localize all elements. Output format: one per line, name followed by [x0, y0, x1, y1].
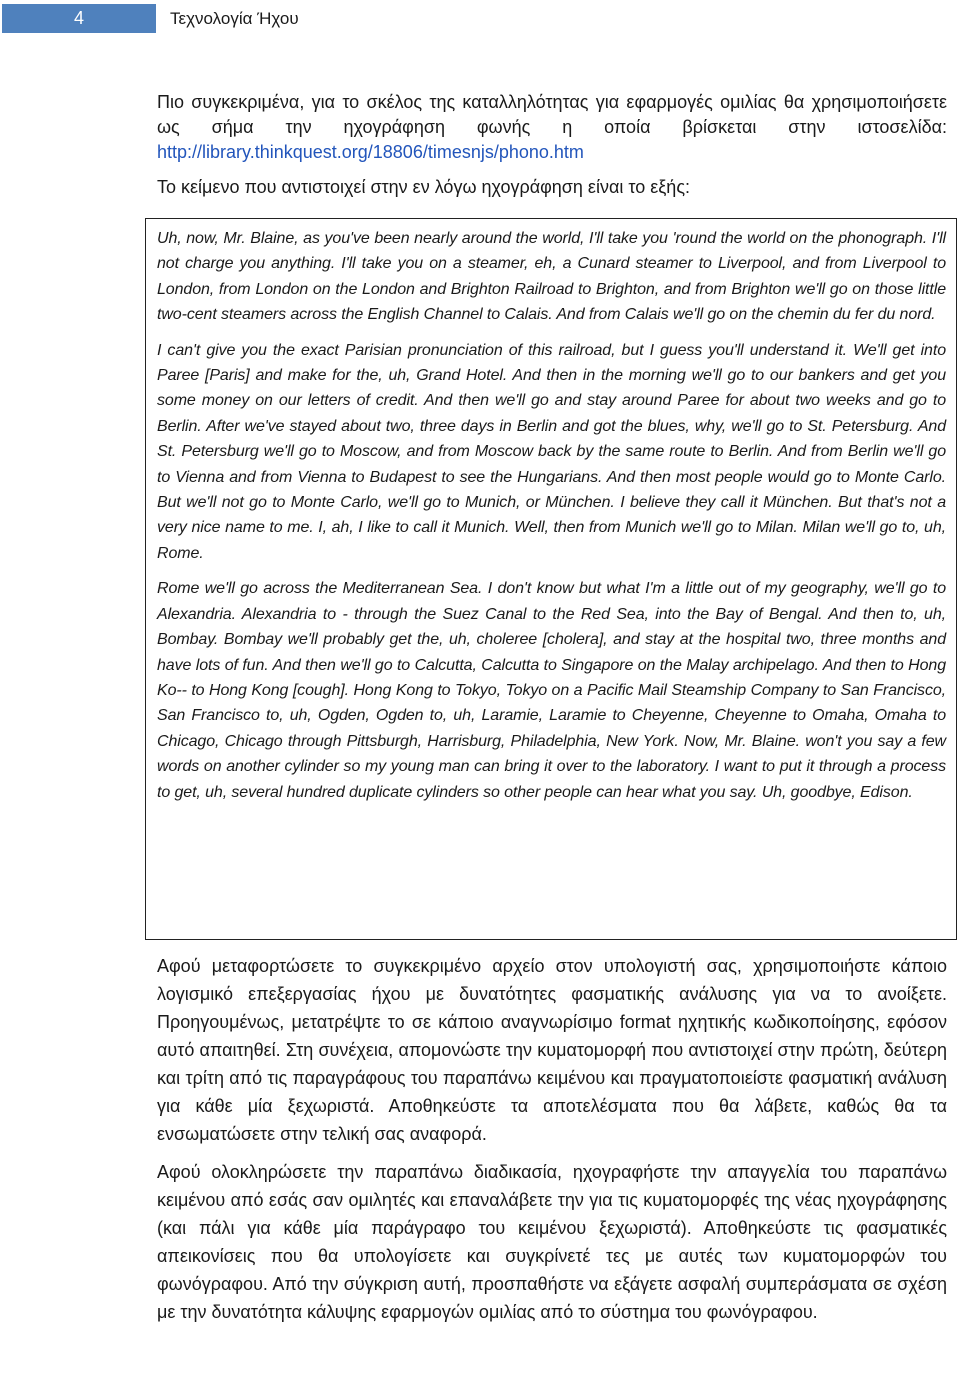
- transcript-paragraph-1: Uh, now, Mr. Blaine, as you've been nearly around the world, I'll take you 'round the world on the phonograph. I'll not charge you anything. I'll take you on a steamer, eh, a Cunard steamer to Liverpool, and from Liverpool to London, from London on the London and Brighton Railroad to Brighton, and from Brighton we'll go on those little two-cent steamers across the English Channel to Calais. And from Calais we'll go on the chemin du fer du nord.: [157, 230, 946, 324]
- transcript-box: [145, 218, 957, 940]
- phonograph-recording-link[interactable]: http://library.thinkquest.org/18806/timesnjs/phono.htm: [157, 142, 584, 162]
- document-title: Τεχνολογία Ήχου: [170, 9, 299, 28]
- page-number: 4: [2, 4, 156, 33]
- intro-section: [157, 90, 947, 210]
- page-header: [0, 0, 960, 40]
- instructions-paragraph-1: Αφού μεταφορτώσετε το συγκεκριμένο αρχείο στον υπολογιστή σας, χρησιμοποιήστε κάποιο λογισμικό επεξεργασίας ήχου με δυνατότητες φασματικής ανάλυσης για να το ανοίξετε. Προηγουμένως, μετατρέψτε το σε κάποιο αναγνωρίσιμο format ηχητικής κωδικοποίησης, εφόσον αυτό απαιτηθεί. Στη συνέχεια, απομονώστε την κυματομορφή που αντιστοιχεί στην πρώτη, δεύτερη και τρίτη από τις παραγράφους του παραπάνω κειμένου και πραγματοποιείστε φασματική ανάλυση για κάθε μία ξεχωριστά. Αποθηκεύστε τα αποτελέσματα που θα λάβετε, καθώς θα τα ενσωματώσετε στην τελική σας αναφορά.: [157, 956, 947, 1144]
- transcript-paragraph-2: I can't give you the exact Parisian pronunciation of this railroad, but I guess you'll understand it. We'll get into Paree [Paris] and make for the, uh, Grand Hotel. And then in the morning we'll go to our bankers and get you some money on our letters of credit. And then we'll go and stay around Paree for about two weeks and go to Berlin. After we've stayed about two, three days in Berlin and got the blues, why, we'll go to St. Petersburg. And St. Petersburg we'll go to Moscow, and from Moscow back by the same route to Berlin. And from Berlin we'll go to Vienna and from Vienna to Budapest to see the Hungarians. And then most people would go to Monte Carlo. But we'll not go to Monte Carlo, we'll go to Munich, or München. I believe they call it München. But that's not a very nice name to me. I, ah, I like to call it Munich. Well, then from Munich we'll go to Milan. Milan we'll go to, uh, Rome.: [157, 341, 946, 562]
- transcript-paragraph-3: Rome we'll go across the Mediterranean Sea. I don't know but what I'm a little out of my geography, we'll go to Alexandria. Alexandria to - through the Suez Canal to the Red Sea, into the Bay of Bengal. And then to, uh, Bombay. Bombay we'll probably get the, uh, choleree [cholera], and stay at the hospital two, three months and have lots of fun. And then we'll go to Calcutta, Calcutta to Singapore on the Malay archipelago. And then to Hong Ko-- to Hong Kong [cough]. Hong Kong to Tokyo, Tokyo on a Pacific Mail Steamship Company to San Francisco, San Francisco to, uh, Ogden, Ogden to, uh, Laramie, Laramie to Cheyenne, Cheyenne to Omaha, Omaha to Chicago, Chicago through Pittsburgh, Harrisburg, Philadelphia, New York. Now, Mr. Blaine. won't you say a few words on another cylinder so my young man can bring it over to the laboratory. I want to put it through a process to get, uh, several hundred duplicate cylinders so other people can hear what you say. Uh, goodbye, Edison.: [157, 580, 946, 801]
- intro-text: Πιο συγκεκριμένα, για το σκέλος της καταλληλότητας για εφαρμογές ομιλίας θα χρησιμοποιήσετε ως σήμα την ηχογράφηση φωνής η οποία βρίσκεται στην ιστοσελίδα:: [157, 92, 947, 137]
- intro-paragraph: [157, 90, 947, 165]
- instructions-section: [157, 952, 947, 1336]
- instructions-paragraph-2: Αφού ολοκληρώσετε την παραπάνω διαδικασία, ηχογραφήστε την απαγγελία του παραπάνω κειμένου από εσάς σαν ομιλητές και επαναλάβετε την για τις κυματομορφές της νέας ηχογράφησης (και πάλι για κάθε μία παράγραφο του κειμένου ξεχωριστά). Αποθηκεύστε τις φασματικές απεικονίσεις που θα υπολογίσετε και συγκρίνετέ τες με αυτές των κυματομορφών του φωνόγραφου. Από την σύγκριση αυτή, προσπαθήστε να εξάγετε ασφαλή συμπεράσματα σε σχέση με την δυνατότητα κάλυψης εφαρμογών ομιλίας από το σύστημα του φωνόγραφου.: [157, 1162, 947, 1322]
- intro-lead-in: Το κείμενο που αντιστοιχεί στην εν λόγω ηχογράφηση είναι το εξής:: [157, 177, 690, 197]
